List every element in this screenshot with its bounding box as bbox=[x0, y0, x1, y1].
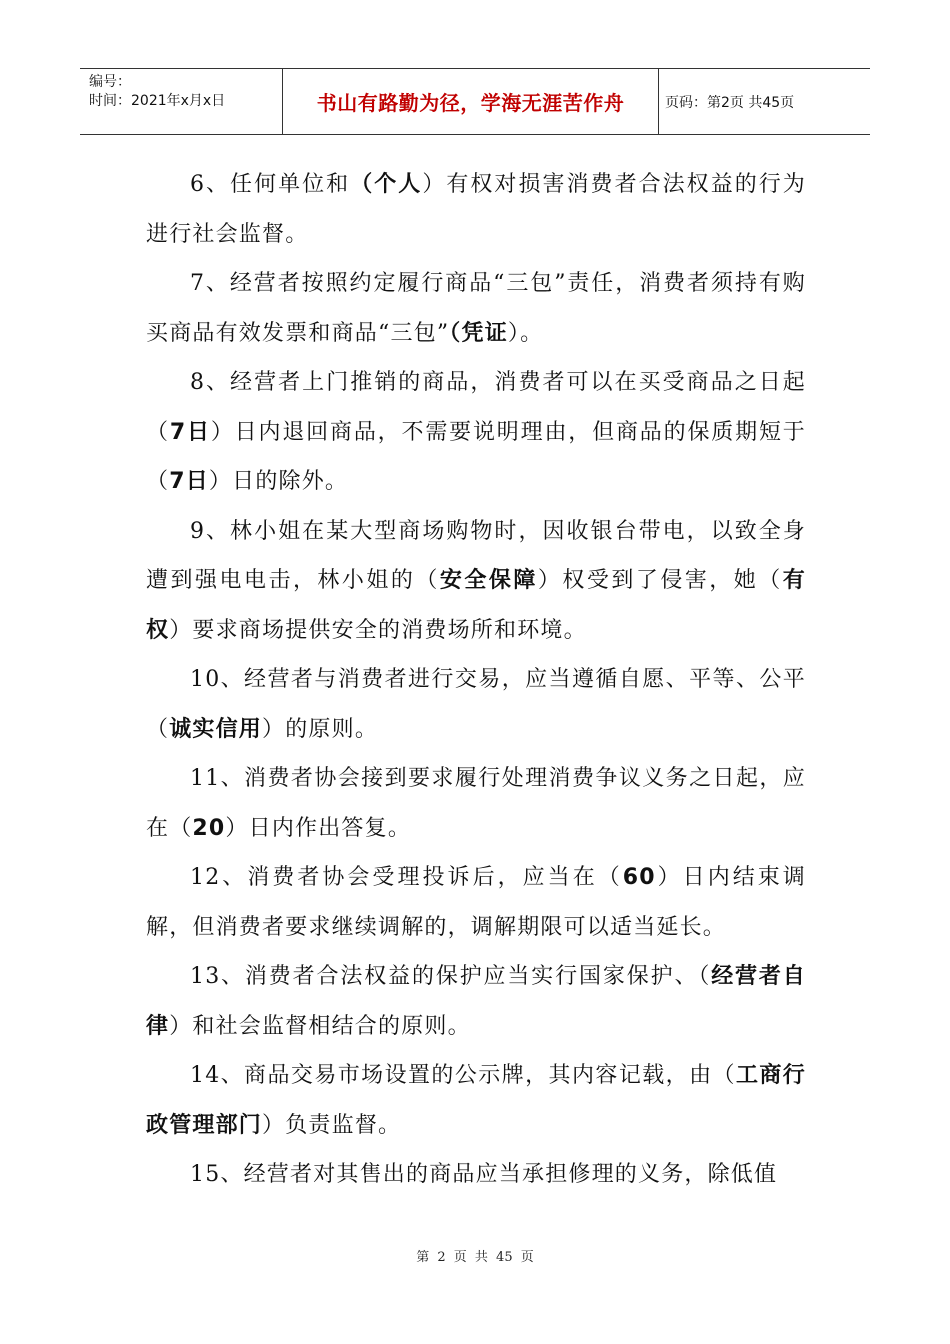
answer-text: 诚实信用 bbox=[169, 716, 263, 742]
paragraph-text: ）日的除外。 bbox=[208, 469, 349, 494]
paragraph-text: ）有权对损害消费者合法权益的行为进行社会监督。 bbox=[146, 172, 806, 247]
answer-text: （凭证 bbox=[449, 320, 508, 346]
page-header bbox=[80, 68, 870, 135]
answer-text: （个人 bbox=[350, 172, 423, 197]
paragraph-text: 6、任何单位和 bbox=[190, 172, 351, 197]
paragraph-text: 9、林小姐在某大型商场购物时，因收银台带电，以致全身遭到强电电击，林小姐的（ bbox=[146, 518, 806, 593]
question-paragraph bbox=[146, 754, 806, 853]
answer-text: 60 bbox=[622, 865, 656, 890]
paragraph-text: ）负责监督。 bbox=[262, 1112, 402, 1138]
question-paragraph bbox=[146, 952, 806, 1051]
document-date: 时间：2021年x月x日 bbox=[89, 93, 226, 109]
paragraph-text: ）。 bbox=[507, 320, 544, 346]
paragraph-text: 12、消费者协会受理投诉后，应当在（ bbox=[190, 865, 623, 890]
paragraph-text: ）的原则。 bbox=[262, 716, 379, 742]
paragraph-text: ）日内作出答复。 bbox=[225, 815, 412, 841]
paragraph-text: 14、商品交易市场设置的公示牌，其内容记载，由（ bbox=[190, 1063, 736, 1088]
document-body bbox=[146, 160, 806, 1200]
document-number-label: 编号： bbox=[89, 74, 131, 90]
header-motto: 书山有路勤为径，学海无涯苦作舟 bbox=[283, 69, 659, 134]
answer-text: 20 bbox=[192, 815, 226, 841]
paragraph-text: 7、经营者按照约定履行商品“三包”责任，消费者须持有购买商品有效发票和商品“三包” bbox=[146, 271, 806, 346]
question-paragraph bbox=[146, 853, 806, 952]
header-meta bbox=[80, 69, 283, 134]
page-footer: 第 2 页 共 45 页 bbox=[416, 1250, 534, 1265]
question-paragraph bbox=[146, 358, 806, 507]
paragraph-text: 10、经营者与消费者进行交易，应当遵循自愿、平等、公平（ bbox=[146, 667, 806, 742]
question-paragraph bbox=[146, 1051, 806, 1150]
header-page-info: 页码：第2页 共45页 bbox=[665, 94, 795, 111]
answer-text: 经营者自律 bbox=[146, 964, 806, 1039]
answer-text: 7日 bbox=[169, 419, 211, 445]
question-paragraph bbox=[146, 507, 806, 656]
paragraph-text: ）权受到了侵害，她（ bbox=[537, 568, 783, 593]
answer-text: 工商行政管理部门 bbox=[146, 1063, 807, 1138]
answer-text: 有权 bbox=[146, 568, 806, 643]
paragraph-text: 8、经营者上门推销的商品，消费者可以在买受商品之日起（ bbox=[146, 370, 806, 445]
question-paragraph bbox=[146, 655, 806, 754]
paragraph-text: 13、消费者合法权益的保护应当实行国家保护、（ bbox=[190, 964, 712, 989]
question-paragraph bbox=[146, 259, 806, 358]
paragraph-text: 11、消费者协会接到要求履行处理消费争议义务之日起，应在（ bbox=[146, 766, 806, 841]
paragraph-text: 15、经营者对其售出的商品应当承担修理的义务，除低值 bbox=[190, 1162, 778, 1187]
answer-text: 7日 bbox=[169, 469, 209, 494]
question-paragraph bbox=[146, 1150, 806, 1200]
paragraph-text: ）日内结束调解，但消费者要求继续调解的，调解期限可以适当延长。 bbox=[146, 865, 806, 940]
question-paragraph bbox=[146, 160, 806, 259]
paragraph-text: ）和社会监督相结合的原则。 bbox=[169, 1013, 471, 1039]
answer-text: 安全保障 bbox=[439, 568, 538, 593]
paragraph-text: ）日内退回商品，不需要说明理由，但商品的保质期短于（ bbox=[146, 419, 806, 494]
paragraph-text: ）要求商场提供安全的消费场所和环境。 bbox=[169, 617, 587, 643]
